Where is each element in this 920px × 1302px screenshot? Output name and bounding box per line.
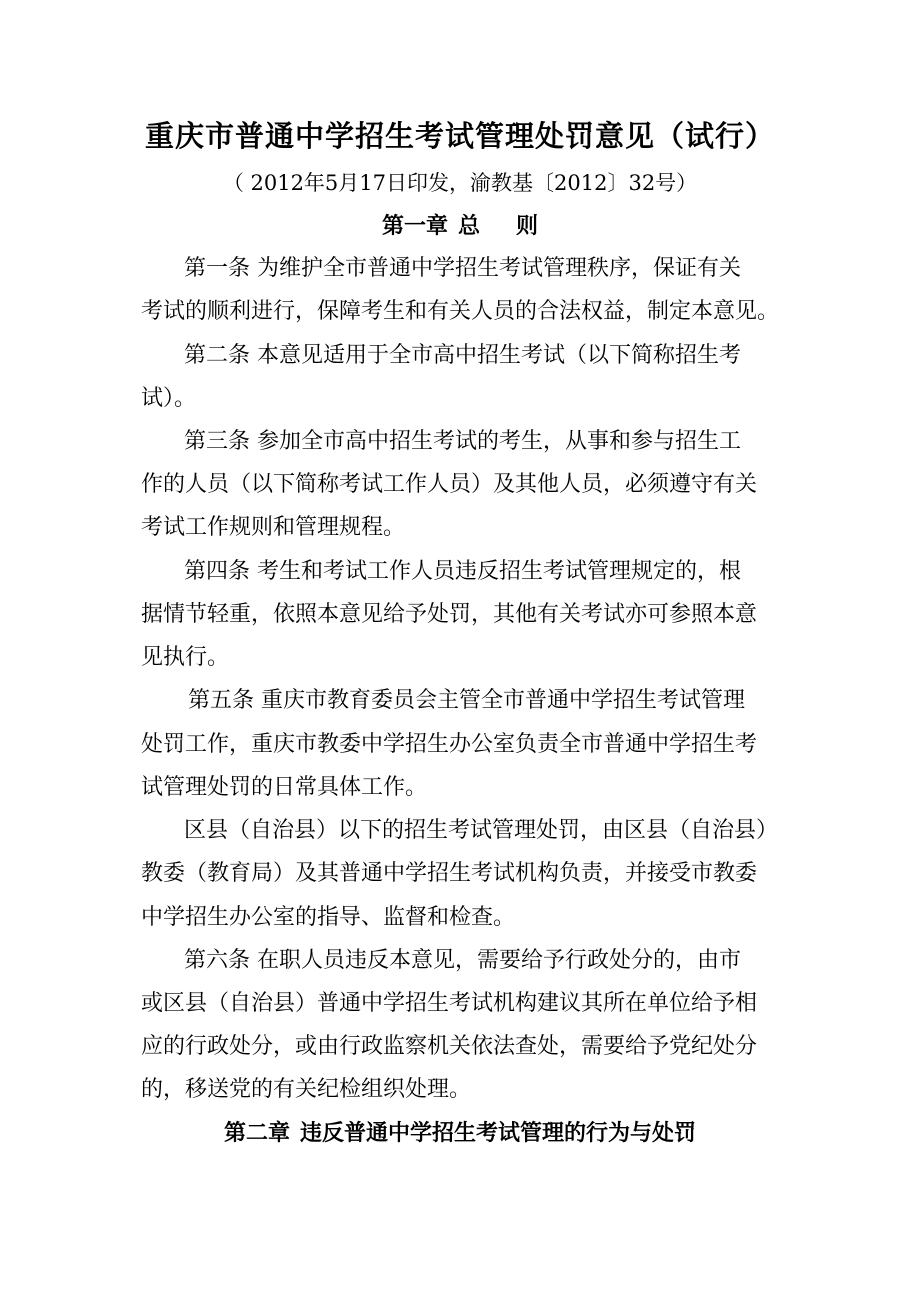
article-2-line-2: 试）。 bbox=[141, 386, 197, 411]
chapter-1-name-part1: 总 bbox=[457, 213, 480, 239]
article-5-line-1: 第五条 重庆市教育委员会主管全市普通中学招生考试管理 bbox=[188, 688, 745, 713]
article-6-line-4: 的，移送党的有关纪检组织处理。 bbox=[141, 1077, 472, 1102]
chapter-1-label: 第一章 bbox=[381, 213, 448, 239]
article-5-para-2-line-2: 教委（教育局）及其普通中学招生考试机构负责，并接受市教委 bbox=[141, 861, 758, 886]
article-1-line-2: 考试的顺利进行，保障考生和有关人员的合法权益，制定本意见。 bbox=[141, 299, 780, 324]
article-1-line-1: 第一条 为维护全市普通中学招生考试管理秩序，保证有关 bbox=[184, 256, 741, 281]
chapter-1-heading bbox=[0, 211, 920, 241]
chapter-2-name: 违反普通中学招生考试管理的行为与处罚 bbox=[300, 1120, 697, 1146]
article-4-line-3: 见执行。 bbox=[141, 645, 230, 670]
document-subtitle: （ 2012年5月17日印发，渝教基〔2012〕32号） bbox=[222, 171, 698, 195]
article-3-line-3: 考试工作规则和管理规程。 bbox=[141, 515, 406, 540]
chapter-2-heading bbox=[0, 1118, 920, 1148]
article-5-para-2-line-1: 区县（自治县）以下的招生考试管理处罚，由区县（自治县） bbox=[184, 818, 779, 843]
article-3-line-2: 作的人员（以下简称考试工作人员）及其他人员，必须遵守有关 bbox=[141, 472, 758, 497]
article-6-line-3: 应的行政处分，或由行政监察机关依法查处，需要给予党纪处分 bbox=[141, 1034, 758, 1059]
article-4-line-1: 第四条 考生和考试工作人员违反招生考试管理规定的，根 bbox=[184, 559, 741, 584]
article-5-para-2-line-3: 中学招生办公室的指导、监督和检查。 bbox=[141, 905, 516, 930]
article-2-line-1: 第二条 本意见适用于全市高中招生考试（以下简称招生考 bbox=[184, 343, 741, 368]
article-6-line-2: 或区县（自治县）普通中学招生考试机构建议其所在单位给予相 bbox=[141, 991, 758, 1016]
chapter-2-label: 第二章 bbox=[223, 1120, 290, 1146]
article-3-line-1: 第三条 参加全市高中招生考试的考生，从事和参与招生工 bbox=[184, 429, 741, 454]
article-5-line-3: 试管理处罚的日常具体工作。 bbox=[141, 775, 428, 800]
document-title: 重庆市普通中学招生考试管理处罚意见（试行） bbox=[144, 119, 775, 153]
article-5-line-2: 处罚工作，重庆市教委中学招生办公室负责全市普通中学招生考 bbox=[141, 732, 758, 757]
article-6-line-1: 第六条 在职人员违反本意见，需要给予行政处分的，由市 bbox=[184, 948, 741, 973]
article-4-line-2: 据情节轻重，依照本意见给予处罚，其他有关考试亦可参照本意 bbox=[141, 602, 758, 627]
chapter-1-name-part2: 则 bbox=[516, 213, 539, 239]
